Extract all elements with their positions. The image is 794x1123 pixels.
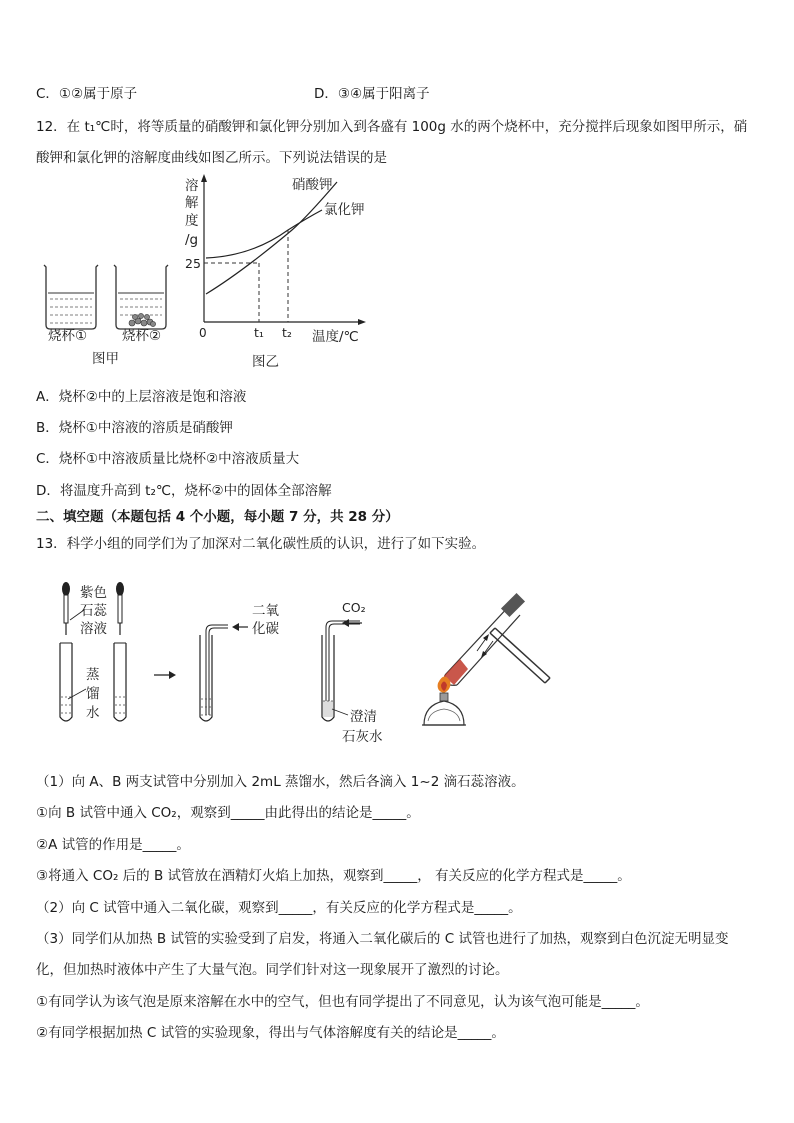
- y-axis-arrow: [201, 174, 207, 182]
- litmus-label-2: 石蕊: [80, 603, 107, 619]
- xtick-t1: t₁: [254, 325, 264, 340]
- test-tube-co2-icon: [200, 625, 228, 721]
- figure-yi: [182, 172, 382, 372]
- ylabel-char-2: 解: [185, 195, 199, 211]
- q13-line-8: ①有同学认为该气泡是原来溶解在水中的空气，但也有同学提出了不同意见，认为该气泡可能是_____。: [36, 994, 649, 1010]
- alcohol-lamp-icon: [422, 676, 466, 725]
- test-tube-c-icon: [322, 621, 360, 721]
- q13-line-6: （3）同学们从加热 B 试管的实验受到了启发，将通入二氧化碳后的 C 试管也进行了加热，观察到白色沉淀无明显变: [36, 931, 729, 947]
- q13-line-3: ②A 试管的作用是_____。: [36, 837, 190, 853]
- limewater-label-1: 澄清: [350, 709, 377, 725]
- litmus-label-1: 紫色: [80, 585, 107, 601]
- limewater-label-2: 石灰水: [342, 729, 383, 745]
- xtick-t2: t₂: [282, 325, 292, 340]
- water-label-3: 水: [86, 705, 100, 721]
- beaker-2-icon: [114, 265, 168, 329]
- ytick-25: 25: [185, 256, 201, 271]
- figure-jia: [36, 255, 186, 370]
- q13-stem: 13．科学小组的同学们为了加深对二氧化碳性质的认识，进行了如下实验。: [36, 536, 486, 552]
- x-axis-arrow: [358, 319, 366, 325]
- q13-line-1: （1）向 A、B 两支试管中分别加入 2mL 蒸馏水，然后各滴入 1~2 滴石蕊溶液。: [36, 774, 525, 790]
- fig-yi-caption: 图乙: [252, 354, 279, 370]
- ylabel-unit: /g: [185, 232, 199, 248]
- q11-option-c: C．①②属于原子: [36, 86, 138, 102]
- section-heading: 二、填空题（本题包括 4 个小题，每小题 7 分，共 28 分）: [36, 509, 399, 525]
- q12-option-a: A．烧杯②中的上层溶液是饱和溶液: [36, 389, 247, 405]
- curve-kcl-label: 氯化钾: [324, 202, 365, 218]
- beaker-1-label: 烧杯①: [48, 328, 88, 344]
- xlabel: 温度/℃: [312, 329, 359, 345]
- q12-option-b: B．烧杯①中溶液的溶质是硝酸钾: [36, 420, 233, 436]
- co2-cn-label-1: 二氧: [252, 603, 279, 619]
- q12-option-d: D．将温度升高到 t₂℃，烧杯②中的固体全部溶解: [36, 483, 332, 499]
- test-tube-holder-icon: [490, 628, 550, 683]
- right-arrow-icon: [154, 671, 176, 679]
- q12-stem-line2: 酸钾和氯化钾的溶解度曲线如图乙所示。下列说法错误的是: [36, 150, 387, 166]
- ylabel-char-1: 溶: [185, 178, 199, 194]
- co2-cn-label-2: 化碳: [252, 621, 279, 637]
- fig-jia-caption: 图甲: [92, 351, 119, 367]
- q12-stem-line1: 12．在 t₁℃时，将等质量的硝酸钾和氯化钾分别加入到各盛有 100g 水的两个烧杯中，充分搅拌后现象如图甲所示，硝: [36, 119, 748, 135]
- water-label-2: 馏: [86, 686, 100, 702]
- ylabel-char-3: 度: [185, 213, 199, 229]
- dropper-b-icon: [116, 582, 124, 635]
- co2-label: CO₂: [342, 600, 366, 615]
- co2-in-arrow-icon: [342, 619, 362, 627]
- curve-kno3: [206, 182, 337, 294]
- q11-option-d: D．③④属于阳离子: [314, 86, 430, 102]
- q13-line-2: ①向 B 试管中通入 CO₂，观察到_____由此得出的结论是_____。: [36, 805, 420, 821]
- q13-line-7: 化，但加热时液体中产生了大量气泡。同学们针对这一现象展开了激烈的讨论。: [36, 962, 509, 978]
- water-label-1: 蒸: [86, 667, 100, 683]
- test-tube-a-icon: [60, 643, 72, 721]
- litmus-label-3: 溶液: [80, 621, 107, 637]
- water-pointer: [68, 689, 86, 699]
- beaker-2-label: 烧杯②: [122, 328, 162, 344]
- q13-line-5: （2）向 C 试管中通入二氧化碳，观察到_____，有关反应的化学方程式是_____。: [36, 900, 522, 916]
- q12-option-c: C．烧杯①中溶液质量比烧杯②中溶液质量大: [36, 451, 300, 467]
- co2-arrow-icon: [232, 623, 248, 631]
- origin-label: 0: [199, 326, 207, 340]
- dropper-a-icon: [62, 582, 70, 635]
- curve-kno3-label: 硝酸钾: [292, 177, 333, 193]
- q13-line-9: ②有同学根据加热 C 试管的实验现象，得出与气体溶解度有关的结论是_____。: [36, 1025, 505, 1041]
- q13-figure: [40, 575, 560, 750]
- beaker-1-icon: [44, 265, 98, 329]
- q13-line-4: ③将通入 CO₂ 后的 B 试管放在酒精灯火焰上加热，观察到_____， 有关反应的化学方程式是_____。: [36, 868, 631, 884]
- test-tube-b-icon: [114, 643, 126, 721]
